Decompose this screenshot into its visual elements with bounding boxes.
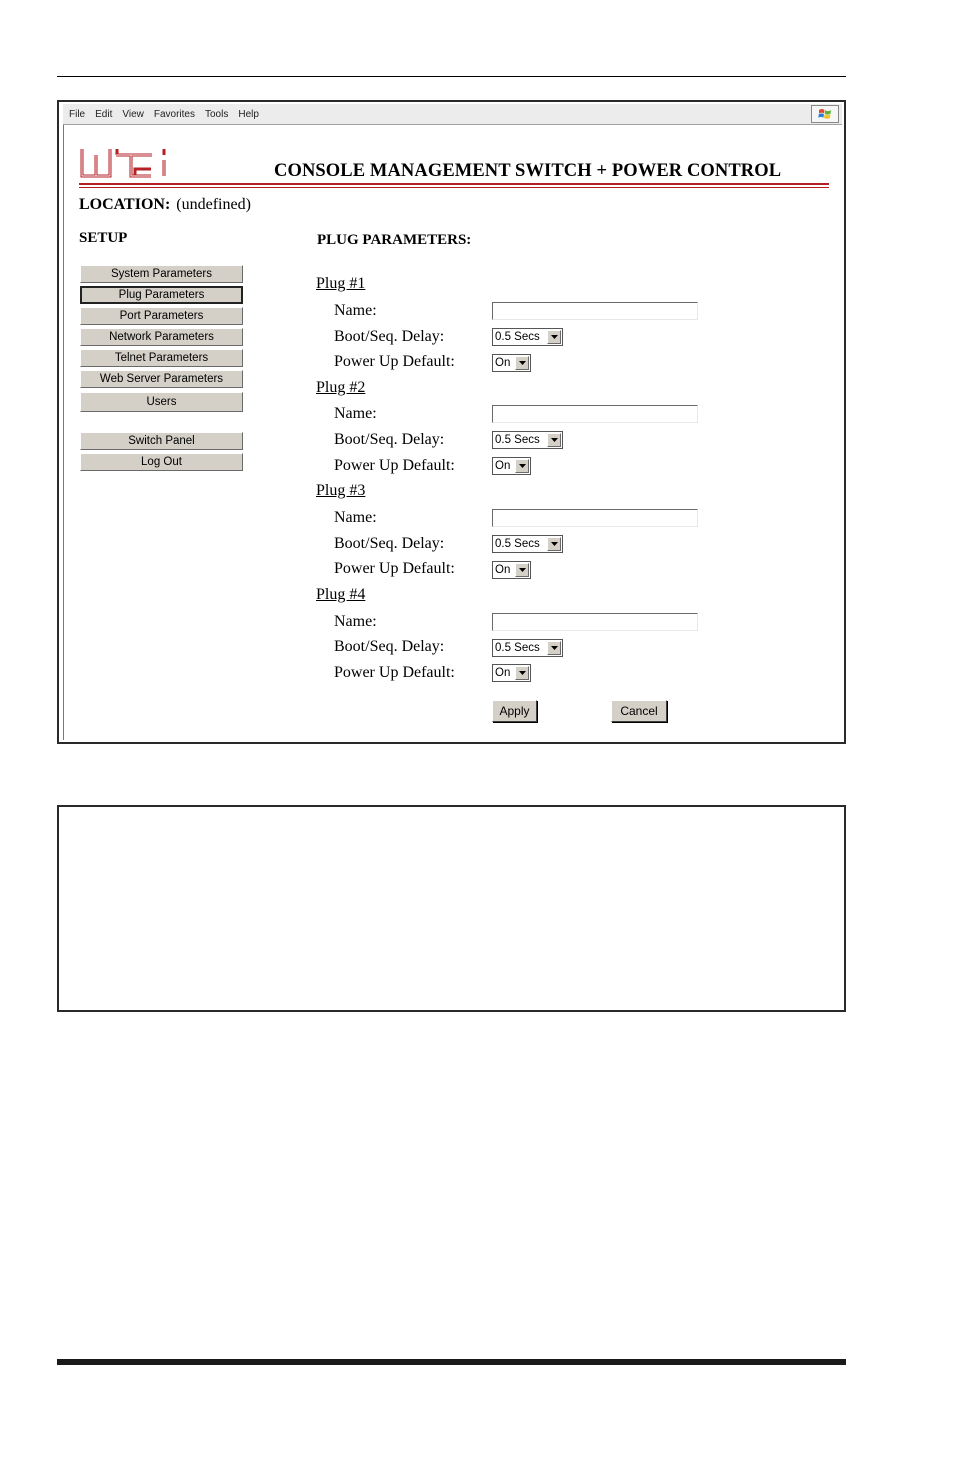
- plug-4-power-value: On: [495, 667, 511, 679]
- chevron-down-icon[interactable]: [515, 356, 529, 370]
- location-label: LOCATION:: [79, 196, 171, 213]
- menu-favorites[interactable]: Favorites: [153, 108, 195, 120]
- plug-3-delay-value: 0.5 Secs: [495, 538, 540, 550]
- system-parameters-button[interactable]: System Parameters: [80, 265, 243, 283]
- menu-file[interactable]: File: [69, 108, 86, 120]
- plug-3-name-input[interactable]: [492, 509, 698, 527]
- header-rule: [79, 183, 829, 185]
- network-parameters-button[interactable]: Network Parameters: [80, 328, 243, 346]
- setup-title: SETUP: [79, 230, 128, 246]
- menu-edit[interactable]: Edit: [95, 108, 113, 120]
- plug-3-name-label: Name:: [334, 509, 377, 526]
- plug-1-power-select[interactable]: [492, 354, 531, 372]
- menu-tools[interactable]: Tools: [204, 108, 229, 120]
- plug-1-name-label: Name:: [334, 302, 377, 319]
- plug-4-power-label: Power Up Default:: [334, 664, 455, 681]
- location-line: [79, 196, 251, 214]
- chevron-down-icon[interactable]: [547, 330, 561, 344]
- plug-3-power-label: Power Up Default:: [334, 560, 455, 577]
- plug-1-power-value: On: [495, 357, 511, 369]
- users-button[interactable]: Users: [80, 392, 243, 412]
- plug-1-delay-select[interactable]: [492, 328, 563, 346]
- plug-2-power-label: Power Up Default:: [334, 457, 455, 474]
- log-out-button[interactable]: Log Out: [80, 453, 243, 471]
- plug-2-heading: Plug #2: [316, 379, 366, 396]
- menu-bar: [63, 104, 842, 125]
- plug-1-delay-value: 0.5 Secs: [495, 331, 540, 343]
- plug-1-delay-label: Boot/Seq. Delay:: [334, 328, 445, 345]
- plug-2-delay-label: Boot/Seq. Delay:: [334, 431, 445, 448]
- menu-view[interactable]: View: [122, 108, 144, 120]
- bottom-rule: [57, 1359, 846, 1365]
- plug-4-delay-select[interactable]: [492, 639, 563, 657]
- switch-panel-button[interactable]: Switch Panel: [80, 432, 243, 450]
- chevron-down-icon[interactable]: [515, 666, 529, 680]
- wti-logo-icon: [79, 145, 175, 181]
- chevron-down-icon[interactable]: [515, 563, 529, 577]
- chevron-down-icon[interactable]: [547, 641, 561, 655]
- browser-window: [57, 100, 846, 744]
- plug-3-delay-label: Boot/Seq. Delay:: [334, 535, 445, 552]
- plug-2-power-value: On: [495, 460, 511, 472]
- windows-flag-icon: [811, 105, 839, 123]
- plug-4-name-input[interactable]: [492, 613, 698, 631]
- page-content: [63, 125, 842, 740]
- plug-3-heading: Plug #3: [316, 482, 366, 499]
- web-server-parameters-button[interactable]: Web Server Parameters: [80, 370, 243, 388]
- menu-help[interactable]: Help: [238, 108, 259, 120]
- app-title: CONSOLE MANAGEMENT SWITCH + POWER CONTROL: [274, 161, 782, 181]
- plug-4-delay-value: 0.5 Secs: [495, 642, 540, 654]
- plug-3-power-value: On: [495, 564, 511, 576]
- top-rule: [57, 76, 846, 77]
- plug-2-name-input[interactable]: [492, 405, 698, 423]
- plug-3-delay-select[interactable]: [492, 535, 563, 553]
- telnet-parameters-button[interactable]: Telnet Parameters: [80, 349, 243, 367]
- plug-4-name-label: Name:: [334, 613, 377, 630]
- plug-2-name-label: Name:: [334, 405, 377, 422]
- chevron-down-icon[interactable]: [547, 433, 561, 447]
- header-rule-thin: [79, 187, 829, 188]
- chevron-down-icon[interactable]: [547, 537, 561, 551]
- plug-4-delay-label: Boot/Seq. Delay:: [334, 638, 445, 655]
- plug-parameters-button[interactable]: Plug Parameters: [80, 286, 243, 304]
- cancel-button[interactable]: Cancel: [611, 700, 667, 722]
- plug-2-power-select[interactable]: [492, 457, 531, 475]
- plug-4-heading: Plug #4: [316, 586, 366, 603]
- location-value: (undefined): [176, 196, 251, 213]
- port-parameters-button[interactable]: Port Parameters: [80, 307, 243, 325]
- plug-4-power-select[interactable]: [492, 664, 531, 682]
- plug-1-name-input[interactable]: [492, 302, 698, 320]
- apply-button[interactable]: Apply: [492, 700, 537, 722]
- empty-frame: [57, 805, 846, 1012]
- plug-1-power-label: Power Up Default:: [334, 353, 455, 370]
- plug-2-delay-select[interactable]: [492, 431, 563, 449]
- plug-3-power-select[interactable]: [492, 561, 531, 579]
- plug-1-heading: Plug #1: [316, 275, 366, 292]
- section-title: PLUG PARAMETERS:: [317, 232, 472, 248]
- chevron-down-icon[interactable]: [515, 459, 529, 473]
- plug-2-delay-value: 0.5 Secs: [495, 434, 540, 446]
